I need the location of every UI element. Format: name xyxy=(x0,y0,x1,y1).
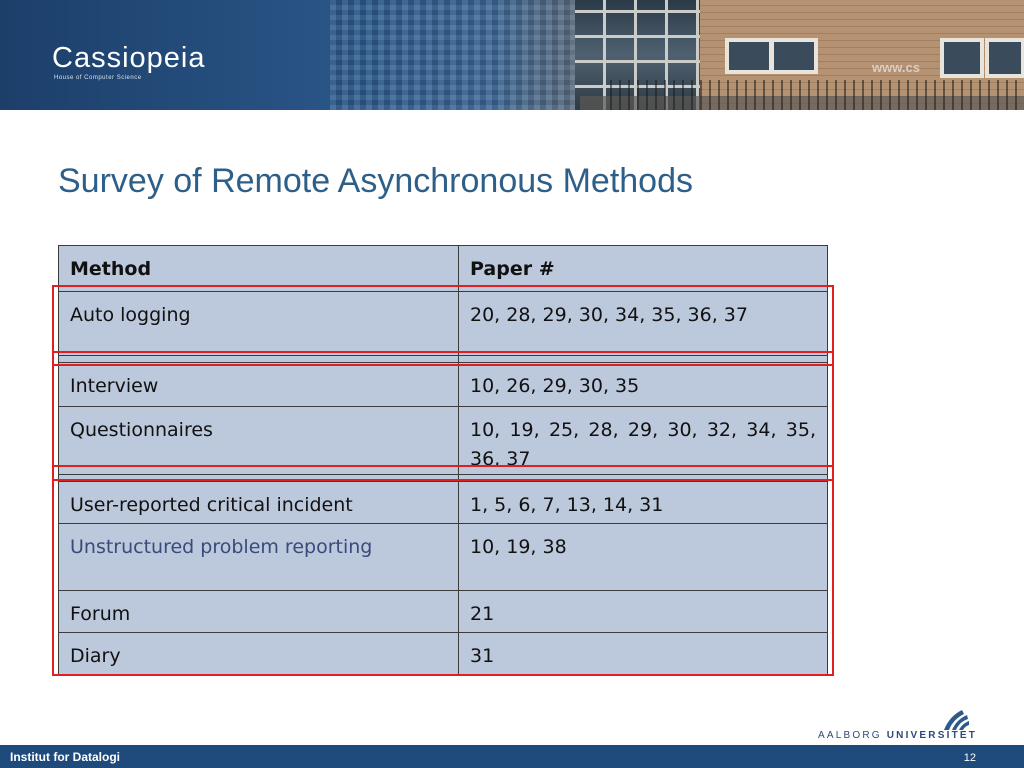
cell-method: Forum xyxy=(59,591,459,633)
cell-papers: 10, 19, 25, 28, 29, 30, 32, 34, 35, 36, 37 xyxy=(459,407,828,475)
banner-window xyxy=(985,38,1024,78)
highlight-box-interview-questionnaires xyxy=(52,351,834,481)
header-method: Method xyxy=(59,246,459,292)
cell-method: Questionnaires xyxy=(59,407,459,475)
slide-title: Survey of Remote Asynchronous Methods xyxy=(58,162,693,200)
banner-photo-tiles xyxy=(330,0,580,110)
header-paper-number: Paper # xyxy=(459,246,828,292)
cell-method: Unstructured problem reporting xyxy=(59,524,459,591)
cell-method: Interview xyxy=(59,363,459,407)
university-name xyxy=(818,730,977,741)
highlight-box-remaining-methods xyxy=(52,465,834,676)
brand-logo-text: Cassiopeia xyxy=(52,42,206,74)
banner-photo-bicycles xyxy=(610,80,1024,110)
banner-window xyxy=(725,38,773,74)
cell-method: Auto logging xyxy=(59,292,459,356)
footer-bar xyxy=(0,745,1024,768)
cell-method: User-reported critical incident xyxy=(59,482,459,524)
brand-subtitle: House of Computer Science xyxy=(54,75,142,81)
university-name-left: AALBORG xyxy=(818,730,882,741)
cell-papers: 1, 5, 6, 7, 13, 14, 31 xyxy=(459,482,828,524)
cell-papers: 20, 28, 29, 30, 34, 35, 36, 37 xyxy=(459,292,828,356)
cell-papers: 21 xyxy=(459,591,828,633)
header-banner xyxy=(0,0,1024,110)
cell-papers: 10, 26, 29, 30, 35 xyxy=(459,363,828,407)
page-number: 12 xyxy=(963,752,976,764)
university-name-right: UNIVERSITET xyxy=(886,730,978,741)
cell-papers: 10, 19, 38 xyxy=(459,524,828,591)
banner-url-watermark: www.cs xyxy=(872,60,920,75)
aalborg-university-logo-icon xyxy=(940,708,970,732)
banner-window xyxy=(940,38,984,78)
cell-method: Diary xyxy=(59,633,459,675)
banner-window xyxy=(770,38,818,74)
cell-papers: 31 xyxy=(459,633,828,675)
footer-institute: Institut for Datalogi xyxy=(10,750,120,764)
